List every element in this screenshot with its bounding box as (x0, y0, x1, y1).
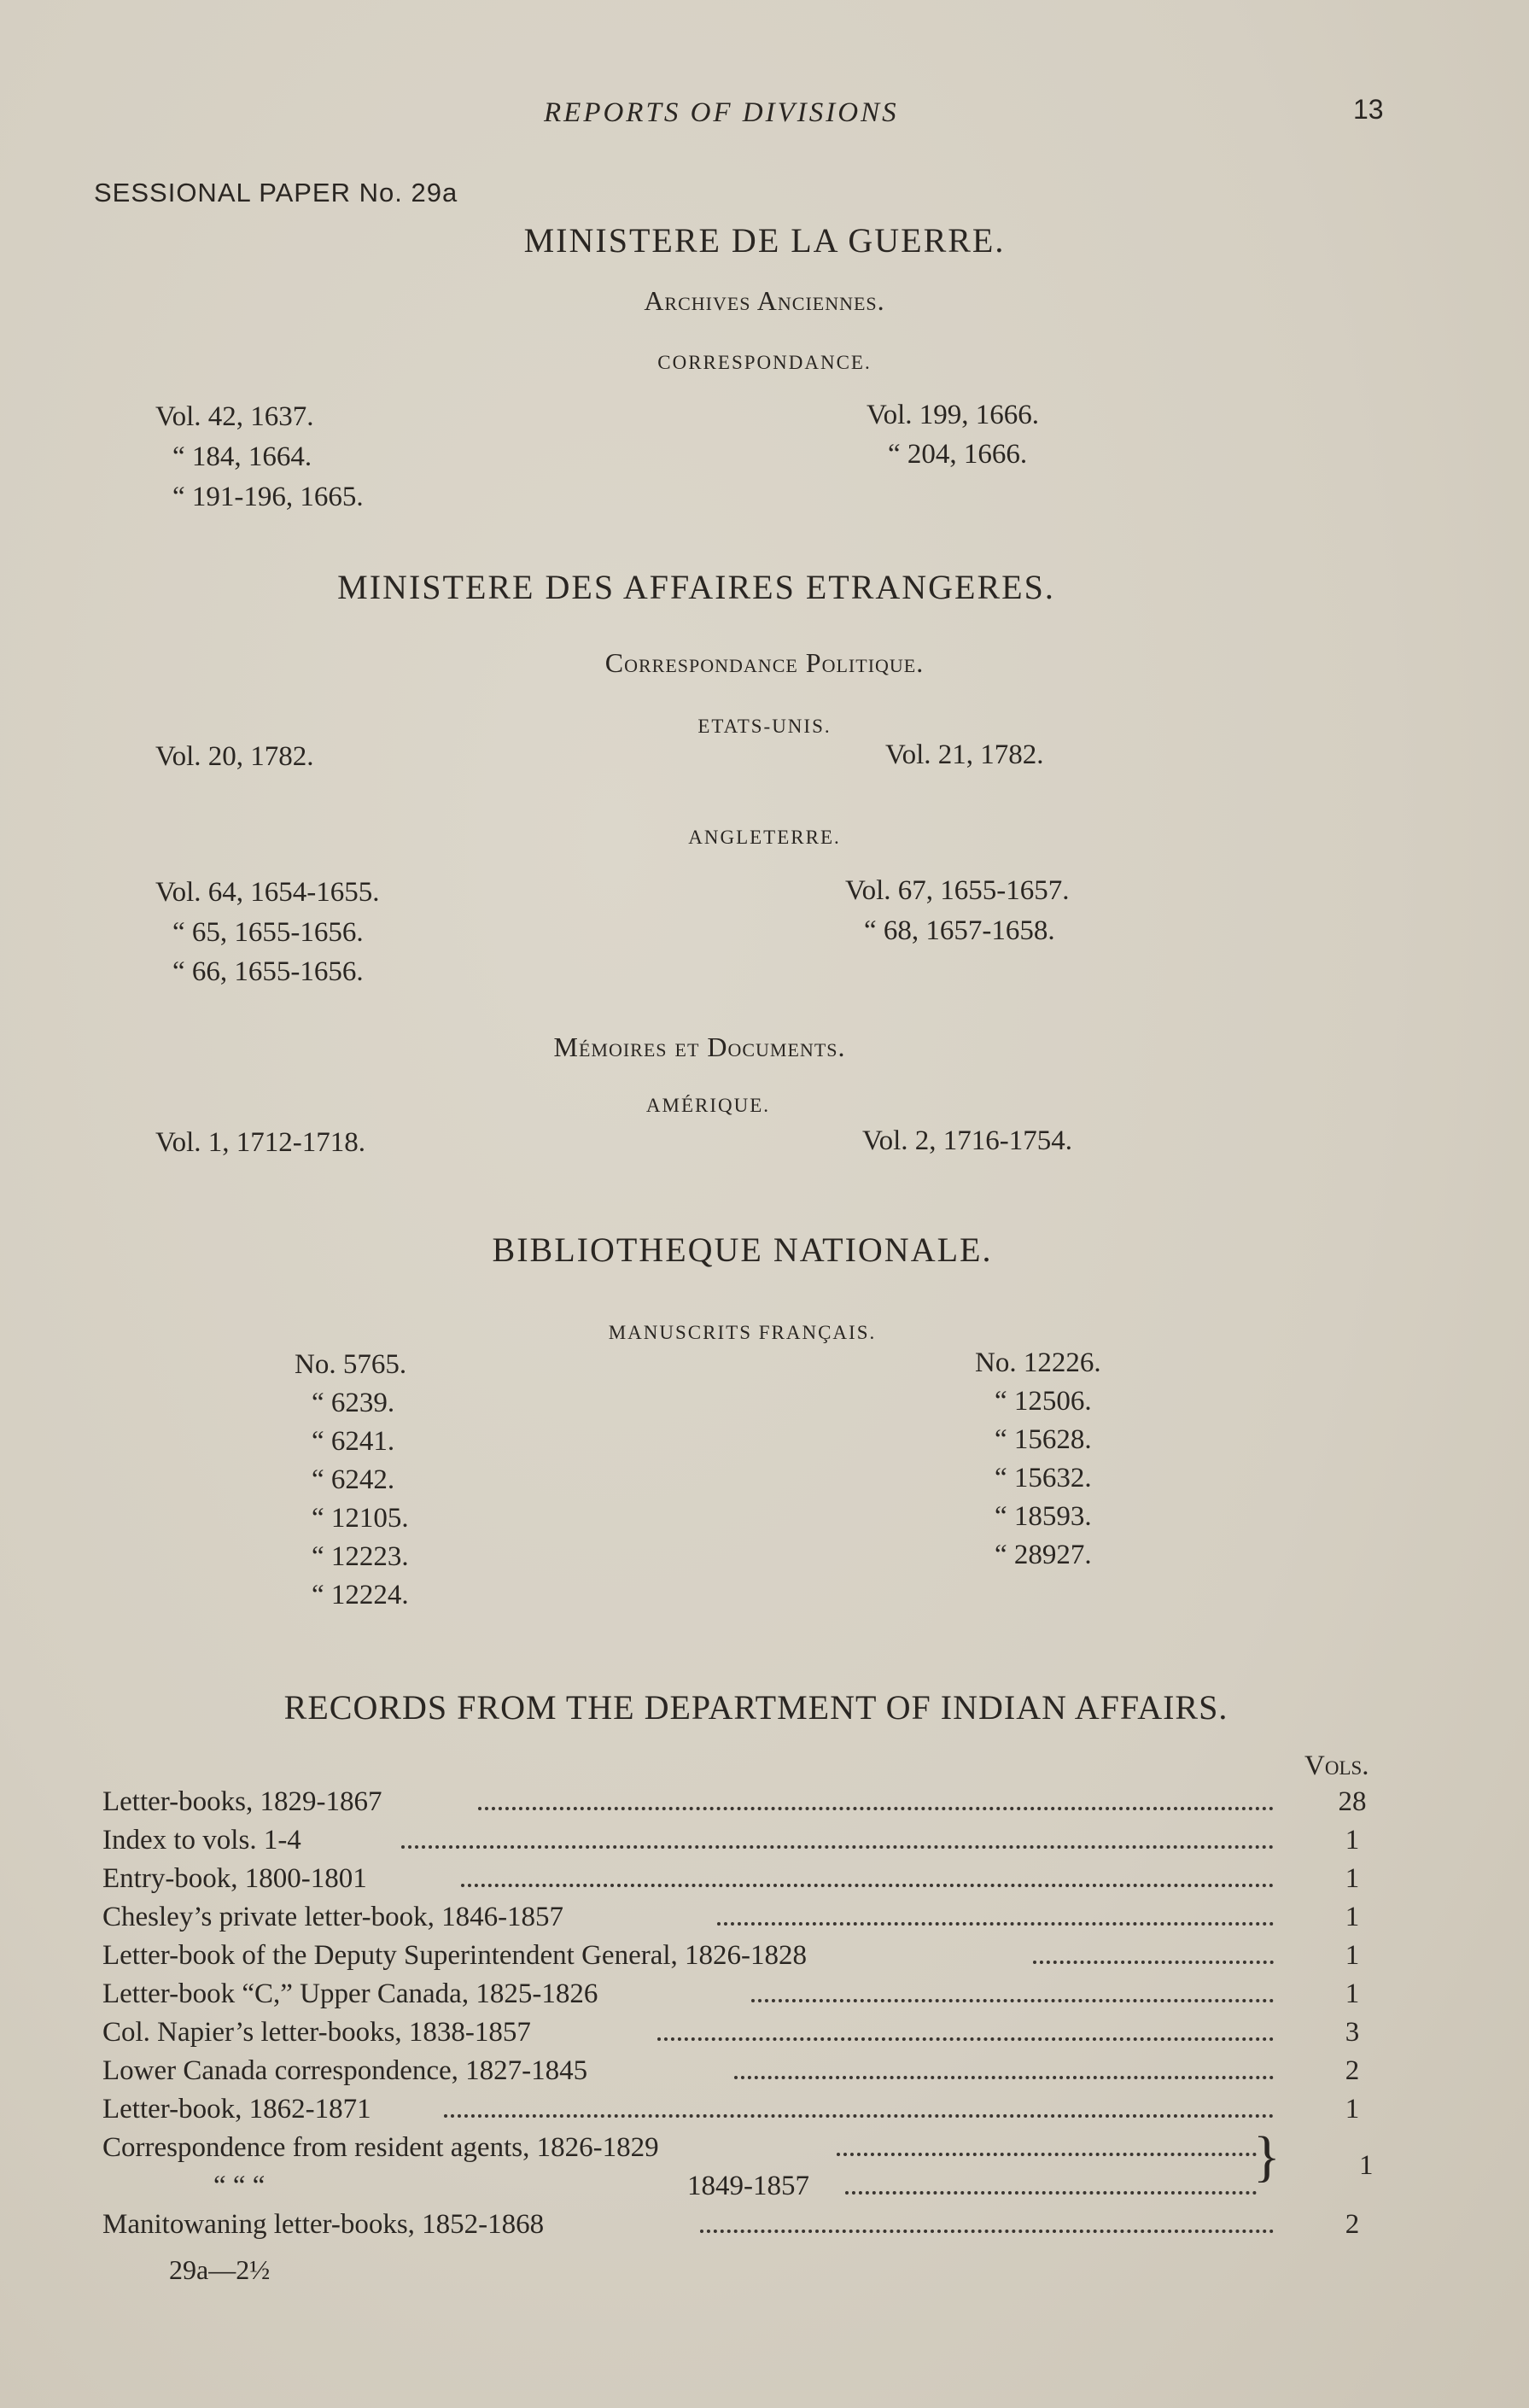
vols-column-header: Vols. (1304, 1750, 1369, 1781)
record-count: 1 (1345, 1978, 1360, 2009)
record-label: Entry-book, 1800-1801 (102, 1863, 367, 1894)
record-row (102, 1940, 1360, 1978)
record-label: Letter-book, 1862-1871 (102, 2094, 371, 2125)
record-count: 1 (1359, 2150, 1374, 2181)
record-count: 1 (1345, 1825, 1360, 1856)
etats-unis-left-entry: Vol. 20, 1782. (155, 741, 314, 772)
leader-dots (837, 2153, 1257, 2156)
bibliotheque-left-entry: No. 5765. (295, 1349, 407, 1380)
record-row (102, 2209, 1360, 2247)
record-label: Lower Canada correspondence, 1827-1845 (102, 2055, 588, 2086)
manuscrits-heading: MANUSCRITS FRANÇAIS. (608, 1322, 877, 1343)
guerre-left-entry: “ 184, 1664. (172, 441, 312, 472)
record-count: 1 (1345, 2094, 1360, 2125)
bibliotheque-right-entry: “ 18593. (995, 1501, 1092, 1532)
record-label: Letter-book of the Deputy Superintendent General, 1826-1828 (102, 1940, 808, 1971)
running-title: REPORTS OF DIVISIONS (544, 97, 899, 128)
bibliotheque-title: BIBLIOTHEQUE NATIONALE. (492, 1230, 993, 1269)
guerre-title: MINISTERE DE LA GUERRE. (523, 221, 1006, 260)
angleterre-heading: ANGLETERRE. (688, 827, 841, 848)
bibliotheque-right-entry: “ 28927. (995, 1540, 1092, 1570)
bibliotheque-left-entry: “ 6241. (312, 1426, 395, 1457)
etats-unis-heading: ETATS-UNIS. (697, 716, 832, 737)
record-count: 3 (1345, 2017, 1360, 2048)
leader-dots (1033, 1961, 1274, 1964)
ditto-marks: “ “ “ (213, 2171, 266, 2201)
signature-mark: 29a—2½ (169, 2254, 271, 2285)
leader-dots (461, 1884, 1274, 1887)
record-label: 1849-1857 (687, 2171, 809, 2201)
leader-dots (444, 2114, 1274, 2118)
leader-dots (751, 1999, 1274, 2002)
guerre-subtitle: Archives Anciennes. (644, 285, 885, 316)
affaires-subtitle: Correspondance Politique. (604, 647, 925, 678)
guerre-subheading: CORRESPONDANCE. (657, 352, 872, 373)
page-number: 13 (1353, 94, 1384, 125)
record-count: 1 (1345, 1902, 1360, 1932)
bibliotheque-right-entry: “ 15628. (995, 1424, 1092, 1455)
etats-unis-right-entry: Vol. 21, 1782. (885, 739, 1044, 770)
record-count: 2 (1345, 2055, 1360, 2086)
leader-dots (401, 1845, 1274, 1849)
affaires-title: MINISTERE DES AFFAIRES ETRANGERES. (337, 568, 1055, 606)
record-label: Manitowaning letter-books, 1852-1868 (102, 2209, 545, 2240)
record-row (102, 2132, 1257, 2170)
record-row (102, 1825, 1360, 1862)
bibliotheque-left-entry: “ 12224. (312, 1580, 409, 1610)
record-count: 28 (1338, 1786, 1367, 1817)
amerique-left-entry: Vol. 1, 1712-1718. (155, 1127, 365, 1158)
record-row (102, 2171, 1257, 2208)
record-row (102, 2055, 1360, 2093)
guerre-right-entry: “ 204, 1666. (888, 439, 1028, 470)
record-row (102, 2094, 1360, 2131)
bibliotheque-left-entry: “ 6242. (312, 1464, 395, 1495)
leader-dots (734, 2076, 1274, 2079)
record-count: 1 (1345, 1863, 1360, 1894)
guerre-right-entry: Vol. 199, 1666. (867, 400, 1039, 430)
guerre-left-entry: Vol. 42, 1637. (155, 401, 314, 432)
leader-dots (717, 1922, 1274, 1926)
guerre-left-entry: “ 191-196, 1665. (172, 482, 364, 512)
record-row (102, 2017, 1360, 2054)
record-row (102, 1978, 1360, 2016)
record-label: Index to vols. 1-4 (102, 1825, 301, 1856)
bibliotheque-left-entry: “ 12223. (312, 1541, 409, 1572)
record-label: Letter-books, 1829-1867 (102, 1786, 382, 1817)
angleterre-left-entry: “ 66, 1655-1656. (172, 956, 364, 987)
record-row (102, 1902, 1360, 1939)
angleterre-right-entry: “ 68, 1657-1658. (864, 915, 1055, 946)
sessional-paper-label: SESSIONAL PAPER No. 29a (94, 178, 458, 207)
record-count: 2 (1345, 2209, 1360, 2240)
record-label: Chesley’s private letter-book, 1846-1857 (102, 1902, 564, 1932)
brace-symbol: } (1253, 2125, 1281, 2188)
record-row (102, 1863, 1360, 1901)
leader-dots (478, 1807, 1274, 1810)
bibliotheque-right-entry: No. 12226. (975, 1347, 1101, 1378)
angleterre-left-entry: “ 65, 1655-1656. (172, 917, 364, 948)
record-count: 1 (1345, 1940, 1360, 1971)
record-label: Col. Napier’s letter-books, 1838-1857 (102, 2017, 531, 2048)
record-label: Correspondence from resident agents, 1826-1829 (102, 2132, 659, 2163)
leader-dots (845, 2191, 1257, 2195)
angleterre-right-entry: Vol. 67, 1655-1657. (845, 875, 1070, 906)
amerique-heading: AMÉRIQUE. (645, 1095, 771, 1116)
bibliotheque-left-entry: “ 6239. (312, 1388, 395, 1418)
indian-affairs-title: RECORDS FROM THE DEPARTMENT OF INDIAN AFFAIRS. (283, 1688, 1228, 1727)
bibliotheque-right-entry: “ 15632. (995, 1463, 1092, 1493)
leader-dots (700, 2230, 1274, 2233)
bibliotheque-left-entry: “ 12105. (312, 1503, 409, 1534)
record-label: Letter-book “C,” Upper Canada, 1825-1826 (102, 1978, 598, 2009)
angleterre-left-entry: Vol. 64, 1654-1655. (155, 877, 380, 908)
memoires-subtitle: Mémoires et Documents. (553, 1032, 846, 1062)
amerique-right-entry: Vol. 2, 1716-1754. (862, 1125, 1072, 1156)
bibliotheque-right-entry: “ 12506. (995, 1386, 1092, 1417)
record-row (102, 1786, 1367, 1824)
leader-dots (657, 2037, 1274, 2041)
